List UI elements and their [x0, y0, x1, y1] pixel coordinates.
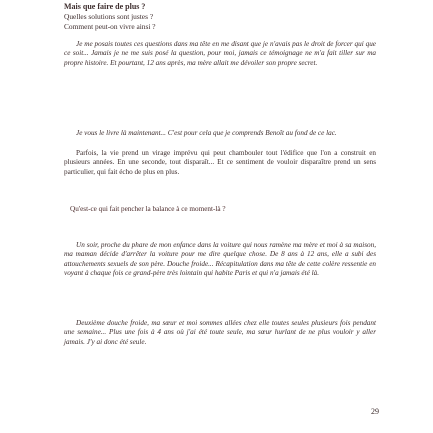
- paragraph: Deuxième douche froide, ma sœur et moi sommes allées chez elle toutes seules plusieurs fois pendant une semaine... Plus une fois à 4 ans où j'ai été toute seule, ma sœur hurlant de ne plus vouloir y aller jamais. J'y ai donc été seule.: [64, 319, 376, 346]
- question-line: Comment peut-on vivre ainsi ?: [64, 21, 156, 31]
- paragraph: Je me posais toutes ces questions dans ma tête en me disant que je n'avais pas le droit de forcer qui que ce soit... Jamais je ne me suis posé la question, pour moi, jamais ce témoignage ne m'a fait tiller sur ma propre histoire. Et pourtant, 12 ans après, ma mère allait me dévoiler son propre secret.: [64, 40, 376, 67]
- paragraph: Je vous le livre là maintenant... C'est pour cela que je comprends Benoît au fond de ce lac.: [76, 129, 337, 137]
- page-number: 29: [371, 407, 379, 416]
- header-block: [64, 2, 364, 31]
- paragraph: Parfois, la vie prend un virage imprévu qui peut chambouler tout l'édifice que l'on a construit en plusieurs années. En une seconde, tout disparaît... Et ce sentiment de vouloir disparaître prend un sens particulier, qui fait écho de plus en plus.: [64, 149, 376, 176]
- section-heading: Mais que faire de plus ?: [64, 2, 146, 11]
- question-line: Quelles solutions sont justes ?: [64, 12, 154, 21]
- paragraph: Un soir, proche du phare de mon enfance dans la voiture qui nous ramène ma mère et moi à sa maison, ma maman décide d'arrêter la voiture pour me dire quelque chose. De 8 ans à 12 ans, elle a subi des attouchements sexuels de son père. Douche froide... Récapitulation dans ma tête de cette colère ressentie en voyant à chaque fois ce grand-père très lointain qui habite Paris et qui n'a jamais été là.: [64, 241, 376, 277]
- paragraph: Qu'est-ce qui fait pencher la balance à ce moment-là ?: [70, 205, 226, 213]
